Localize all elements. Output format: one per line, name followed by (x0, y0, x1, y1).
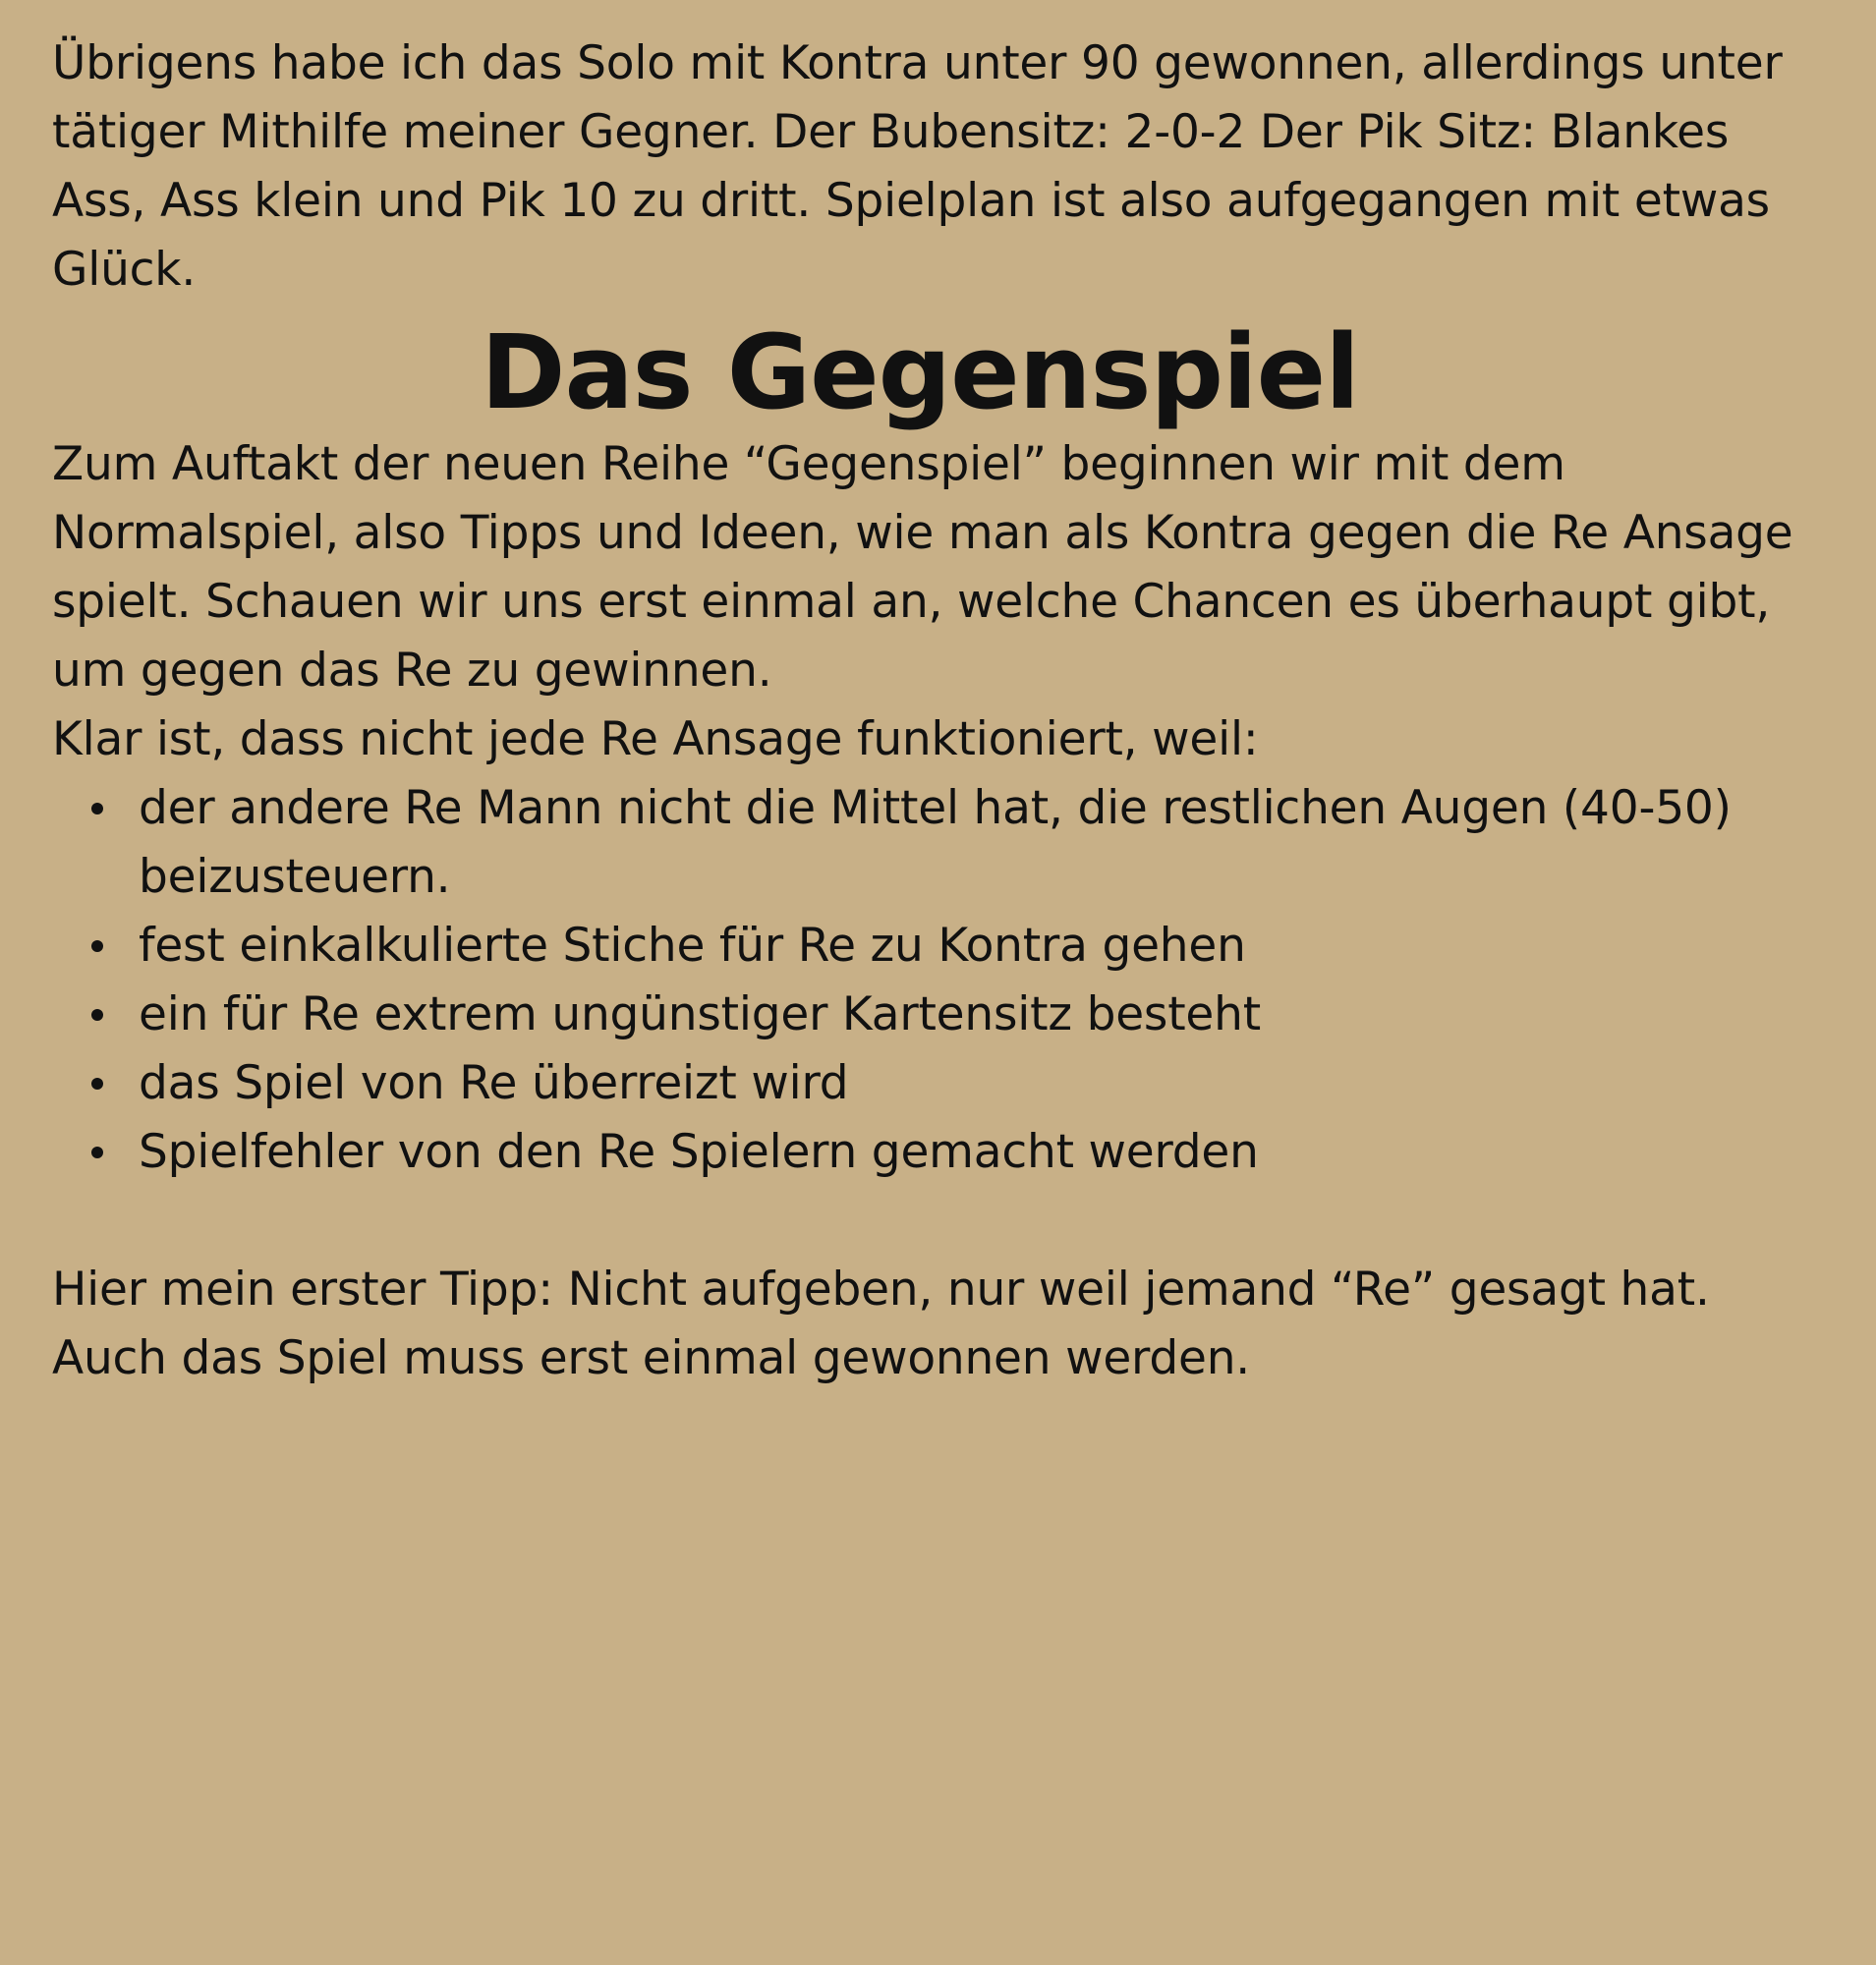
list-item-text: Spielfehler von den Re Spielern gemacht werden (139, 1125, 1259, 1179)
reasons-list (52, 774, 1807, 1187)
list-item-text: ein für Re extrem ungünstiger Kartensitz besteht (139, 987, 1261, 1041)
list-item (139, 912, 1807, 981)
list-item (139, 774, 1807, 912)
bullet-icon (91, 1147, 103, 1158)
list-item-text: der andere Re Mann nicht die Mittel hat, die restlichen Augen (40-50) beizusteuern. (139, 781, 1732, 904)
bullet-icon (91, 1009, 103, 1021)
section-paragraph: Zum Auftakt der neuen Reihe “Gegenspiel” beginnen wir mit dem Normalspiel, also Tipps und Ideen, wie man als Kontra gegen die Re Ansage spielt. Schauen wir uns erst einmal an, welche Chancen es überhaupt gibt, um gegen das Re zu gewinnen. (52, 437, 1793, 698)
intro-paragraph: Übrigens habe ich das Solo mit Kontra unter 90 gewonnen, allerdings unter tätiger Mithilfe meiner Gegner. Der Bubensitz: 2-0-2 Der Pik Sitz: Blankes Ass, Ass klein und Pik 10 zu dritt. Spielplan ist also aufgegangen mit etwas Glück. (52, 36, 1783, 297)
list-item (139, 981, 1807, 1049)
bullet-icon (91, 940, 103, 952)
section-heading: Das Gegenspiel (481, 312, 1359, 432)
list-item-text: das Spiel von Re überreizt wird (139, 1056, 849, 1110)
list-intro: Klar ist, dass nicht jede Re Ansage funktioniert, weil: (52, 712, 1259, 766)
list-item (139, 1049, 1807, 1118)
list-item (139, 1118, 1807, 1187)
bullet-icon (91, 1078, 103, 1090)
bullet-icon (91, 803, 103, 814)
tip-paragraph: Hier mein erster Tipp: Nicht aufgeben, nur weil jemand “Re” gesagt hat. Auch das Spiel muss erst einmal gewonnen werden. (52, 1263, 1710, 1385)
paragraph-spacer (52, 1187, 1807, 1256)
list-item-text: fest einkalkulierte Stiche für Re zu Kontra gehen (139, 919, 1246, 973)
